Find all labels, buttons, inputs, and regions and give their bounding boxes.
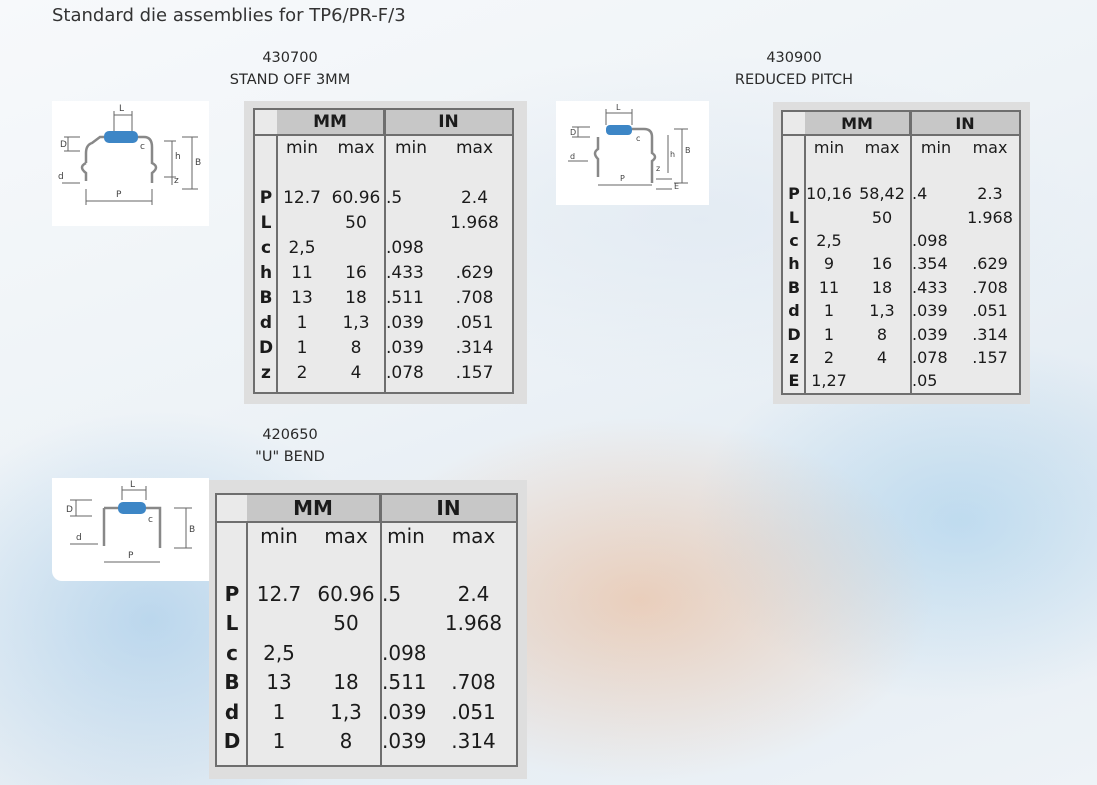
dim-label: c (148, 515, 153, 525)
spec-table-420650 (215, 493, 518, 767)
subheader-blank (783, 136, 805, 158)
mm-max-value: 18 (345, 287, 367, 308)
in-min-value: .039 (386, 313, 424, 334)
subheader-blank (217, 523, 247, 549)
in-max-value: .051 (972, 301, 1008, 321)
column-divider (246, 523, 248, 765)
mm-max-value (853, 229, 911, 252)
dim-label: D (66, 505, 73, 515)
in-min-value: .098 (386, 237, 424, 258)
assembly-caption-430900 (704, 47, 884, 91)
spacer (783, 158, 1019, 182)
in-max-value: 2.4 (457, 581, 490, 606)
lead-diagram-stand-off (52, 101, 209, 226)
stand-off-bend-drawing (52, 101, 209, 226)
mm-max-value: 60.96 (331, 187, 381, 208)
mm-max-value: 50 (345, 212, 367, 233)
component-body (606, 125, 632, 135)
in-min-value (381, 609, 431, 639)
dimension-symbol: h (788, 254, 800, 274)
in-max-value: 1.968 (967, 207, 1013, 227)
mm-max-value: 1,3 (330, 699, 362, 724)
dimension-symbol: c (226, 640, 238, 665)
in-max-value: .629 (972, 254, 1008, 274)
in-max-value (961, 369, 1019, 392)
dim-label: d (58, 172, 64, 182)
header-blank (783, 112, 805, 136)
dimension-symbol: D (223, 729, 241, 754)
in-min-value: .433 (912, 277, 948, 297)
subheader-in-max: max (455, 138, 494, 158)
mm-max-value: 16 (345, 262, 367, 283)
dimension-symbol: d (788, 301, 800, 321)
in-min-value: .039 (912, 324, 948, 344)
in-min-value: .078 (912, 347, 948, 367)
dim-label: L (130, 480, 136, 490)
in-min-value: .039 (382, 729, 427, 754)
dim-label: d (76, 533, 82, 543)
subheader-mm-min: min (813, 137, 845, 157)
mm-max-value: 58,42 (859, 184, 905, 204)
subheader-in-max: max (451, 524, 496, 548)
header-blank (255, 110, 277, 136)
in-min-value: .039 (912, 301, 948, 321)
in-max-value (431, 638, 516, 668)
in-min-value: .511 (386, 287, 424, 308)
in-max-value: 1.968 (450, 212, 499, 233)
dim-label: P (116, 190, 122, 200)
mm-max-value: 60.96 (317, 581, 375, 606)
dimension-symbol: c (789, 230, 799, 250)
in-max-value (437, 235, 512, 260)
assembly-caption-430700 (200, 47, 380, 91)
header-mm: MM (805, 112, 911, 136)
mm-min-value: 1 (296, 338, 308, 359)
spec-table-430900 (781, 110, 1021, 395)
subheader-in-min: min (394, 138, 428, 158)
dim-label: B (685, 146, 691, 155)
in-min-value (911, 205, 961, 228)
mm-min-value: 11 (818, 277, 840, 297)
mm-max-value: 8 (876, 324, 888, 344)
mm-min-value: 9 (823, 254, 835, 274)
in-max-value: 2.4 (460, 187, 489, 208)
mm-min-value (805, 205, 853, 228)
header-mm: MM (277, 110, 385, 136)
mm-max-value: 8 (339, 729, 353, 754)
column-divider (276, 136, 278, 392)
in-max-value: .051 (455, 313, 494, 334)
in-min-value: .433 (386, 262, 424, 283)
dim-label: h (670, 150, 676, 159)
dimension-symbol: P (224, 581, 240, 606)
spec-table-430700 (253, 108, 514, 394)
mm-min-value: 1 (272, 729, 286, 754)
in-max-value (961, 229, 1019, 252)
mm-min-value: 2 (823, 347, 835, 367)
mm-max-value: 1,3 (342, 313, 370, 334)
component-body (104, 131, 138, 143)
in-max-value: 1.968 (444, 611, 503, 636)
in-min-value: .511 (382, 670, 427, 695)
mm-min-value: 1,27 (811, 371, 847, 391)
mm-min-value (277, 210, 327, 235)
dimension-symbol: B (787, 277, 801, 297)
dimension-symbol: L (788, 207, 800, 227)
dimension-symbol: z (261, 363, 271, 384)
column-divider (804, 136, 806, 393)
in-min-value: .039 (386, 338, 424, 359)
dimension-symbol: L (260, 212, 272, 233)
in-max-value: .314 (972, 324, 1008, 344)
mm-max-value: 16 (871, 254, 893, 274)
dim-label: D (60, 140, 67, 150)
dimension-symbol: d (259, 313, 273, 334)
mm-min-value: 2,5 (288, 237, 316, 258)
header-in: IN (911, 112, 1019, 136)
dim-label: P (128, 551, 134, 561)
in-max-value: .051 (451, 699, 496, 724)
assembly-name: STAND OFF 3MM (229, 72, 351, 88)
in-max-value: .157 (455, 363, 494, 384)
mm-min-value: 1 (296, 313, 308, 334)
mm-min-value: 10,16 (806, 184, 852, 204)
lead-diagram-u-bend (52, 478, 209, 581)
dim-label: D (570, 128, 577, 137)
in-min-value: .098 (382, 640, 427, 665)
column-divider (380, 495, 382, 765)
in-max-value: .708 (451, 670, 496, 695)
mm-max-value: 4 (350, 363, 362, 384)
header-in: IN (381, 495, 516, 523)
dim-label: d (570, 152, 576, 161)
mm-max-value: 50 (871, 207, 893, 227)
mm-min-value: 1 (272, 699, 286, 724)
mm-min-value (247, 609, 311, 639)
mm-min-value: 11 (291, 262, 313, 283)
dim-label: P (620, 174, 625, 183)
dim-label: h (175, 152, 181, 162)
in-max-value: .708 (455, 287, 494, 308)
in-max-value: .708 (972, 277, 1008, 297)
column-divider (384, 110, 386, 392)
column-divider (910, 112, 912, 393)
assembly-name: "U" BEND (255, 449, 325, 465)
mm-max-value: 8 (350, 338, 362, 359)
dimension-symbol: P (788, 184, 800, 204)
header-in: IN (385, 110, 512, 136)
part-number: 430700 (262, 50, 318, 66)
dim-label: B (195, 158, 202, 168)
dimension-symbol: c (260, 237, 272, 258)
in-min-value: .5 (382, 581, 402, 606)
mm-min-value: 2,5 (816, 230, 842, 250)
dim-label: c (636, 134, 641, 143)
part-number: 420650 (262, 427, 318, 443)
dimension-symbol: L (225, 611, 239, 636)
in-max-value: .314 (451, 729, 496, 754)
in-min-value: .078 (386, 363, 424, 384)
dim-label: L (119, 104, 125, 114)
subheader-mm-max: max (864, 137, 900, 157)
subheader-mm-max: max (324, 524, 368, 548)
mm-max-value (327, 235, 385, 260)
dim-label: z (656, 164, 661, 173)
in-max-value: .314 (455, 338, 494, 359)
in-min-value: .098 (912, 230, 948, 250)
reduced-pitch-bend-drawing (556, 101, 709, 205)
u-bend-drawing (52, 478, 209, 581)
mm-max-value: 18 (871, 277, 893, 297)
lead-diagram-reduced-pitch (556, 101, 709, 205)
in-min-value (385, 210, 437, 235)
in-min-value: .5 (386, 187, 403, 208)
header-mm: MM (247, 495, 381, 523)
assembly-caption-420650 (200, 424, 380, 468)
subheader-mm-min: min (260, 524, 298, 548)
dimension-symbol: D (258, 338, 274, 359)
in-max-value: .157 (972, 347, 1008, 367)
dimension-symbol: z (789, 347, 799, 367)
mm-max-value: 4 (876, 347, 888, 367)
dim-label: z (174, 176, 179, 186)
subheader-in-min: min (920, 137, 952, 157)
mm-min-value: 12.7 (256, 581, 302, 606)
assembly-name: REDUCED PITCH (734, 72, 854, 88)
in-min-value: .354 (912, 254, 948, 274)
dimension-symbol: d (224, 699, 240, 724)
in-min-value: .4 (912, 184, 928, 204)
in-min-value: .039 (382, 699, 427, 724)
mm-min-value: 1 (823, 301, 835, 321)
header-blank (217, 495, 247, 523)
subheader-mm-min: min (285, 138, 319, 158)
in-max-value: 2.3 (977, 184, 1003, 204)
mm-min-value: 13 (266, 670, 292, 695)
dim-label: B (189, 525, 196, 535)
dimension-symbol: P (259, 187, 273, 208)
subheader-in-min: min (387, 524, 425, 548)
subheader-in-max: max (972, 137, 1008, 157)
component-body (118, 502, 146, 514)
mm-min-value: 2 (296, 363, 308, 384)
mm-max-value: 1,3 (869, 301, 895, 321)
mm-max-value: 18 (333, 670, 359, 695)
dimension-symbol: D (787, 324, 801, 344)
subheader-blank (255, 136, 277, 160)
mm-max-value (311, 638, 381, 668)
subheader-mm-max: max (337, 138, 375, 158)
page-title: Standard die assemblies for TP6/PR-F/3 (52, 5, 406, 26)
dim-label: L (616, 103, 621, 112)
mm-min-value: 12.7 (283, 187, 321, 208)
dim-label: c (140, 142, 145, 152)
in-min-value: .05 (912, 371, 938, 391)
in-max-value: .629 (455, 262, 494, 283)
part-number: 430900 (766, 50, 822, 66)
mm-min-value: 2,5 (263, 640, 295, 665)
dimension-symbol: B (224, 670, 240, 695)
spacer (217, 549, 516, 579)
dimension-symbol: h (259, 262, 273, 283)
dimension-symbol: E (788, 371, 800, 391)
mm-max-value: 50 (333, 611, 359, 636)
mm-max-value (853, 369, 911, 392)
mm-min-value: 13 (291, 287, 313, 308)
dim-label: E (674, 182, 680, 191)
dimension-symbol: B (259, 287, 273, 308)
mm-min-value: 1 (823, 324, 835, 344)
